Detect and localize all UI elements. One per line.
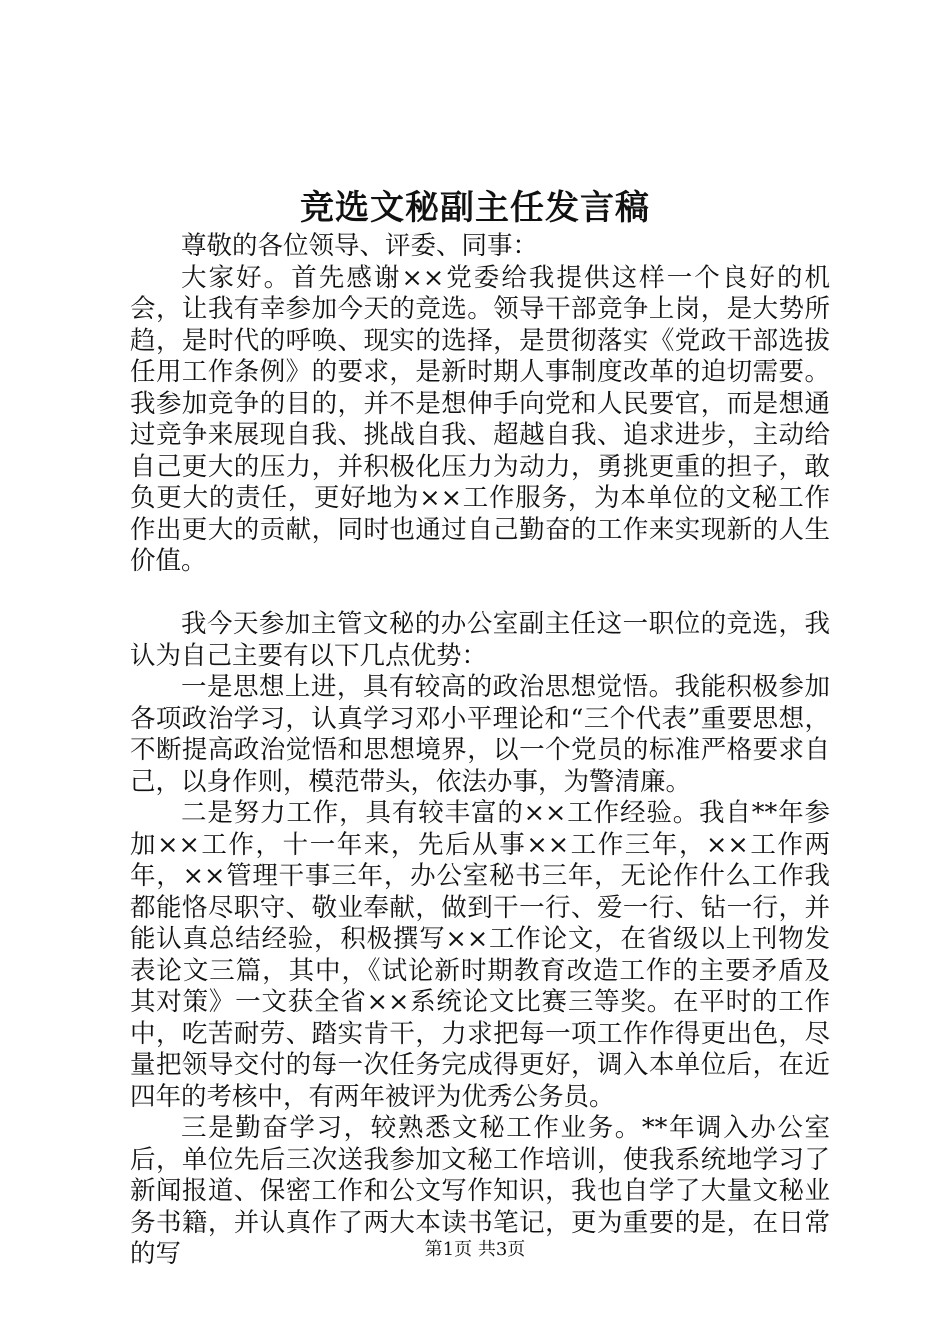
- page-indicator: 第1页 共3页: [424, 1239, 526, 1260]
- advantage-three-paragraph: 三是勤奋学习，较熟悉文秘工作业务。**年调入办公室后，单位先后三次送我参加文秘工作培训，使我系统地学习了新闻报道、保密工作和公文写作知识，我也自学了大量文秘业务书籍，并认真作了两大本读书笔记，更为重要的是，在日常的写: [130, 1113, 830, 1269]
- advantage-two-paragraph: 二是努力工作，具有较丰富的××工作经验。我自**年参加××工作，十一年来，先后从事××工作三年，××工作两年，××管理干事三年，办公室秘书三年，无论作什么工作我都能恪尽职守、敬业奉献，做到干一行、爱一行、钻一行，并能认真总结经验，积极撰写××工作论文，在省级以上刊物发表论文三篇，其中，《试论新时期教育改造工作的主要矛盾及其对策》一文获全省××系统论文比赛三等奖。在平时的工作中，吃苦耐劳、踏实肯干，力求把每一项工作作得更出色，尽量把领导交付的每一次任务完成得更好，调入本单位后，在近四年的考核中，有两年被评为优秀公务员。: [130, 798, 830, 1112]
- document-title: 竞选文秘副主任发言稿: [300, 188, 650, 228]
- page-footer: [0, 1238, 950, 1262]
- document-body: [130, 231, 830, 1271]
- advantage-one-paragraph: 一是思想上进，具有较高的政治思想觉悟。我能积极参加各项政治学习，认真学习邓小平理论和“三个代表”重要思想，不断提高政治觉悟和思想境界，以一个党员的标准严格要求自己，以身作则，模范带头，依法办事，为警清廉。: [130, 672, 830, 797]
- greeting-paragraph: 尊敬的各位领导、评委、同事：: [181, 231, 539, 261]
- advantages-intro-paragraph: 我今天参加主管文秘的办公室副主任这一职位的竞选，我认为自己主要有以下几点优势：: [130, 609, 830, 671]
- intro-paragraph: 大家好。首先感谢××党委给我提供这样一个良好的机会，让我有幸参加今天的竞选。领导干部竞争上岗，是大势所趋，是时代的呼唤、现实的选择，是贯彻落实《党政干部选拔任用工作条例》的要求，是新时期人事制度改革的迫切需要。我参加竞争的目的，并不是想伸手向党和人民要官，而是想通过竞争来展现自我、挑战自我、超越自我、追求进步，主动给自己更大的压力，并积极化压力为动力，勇挑更重的担子，敢负更大的责任，更好地为××工作服务，为本单位的文秘工作作出更大的贡献，同时也通过自己勤奋的工作来实现新的人生价值。: [130, 262, 830, 576]
